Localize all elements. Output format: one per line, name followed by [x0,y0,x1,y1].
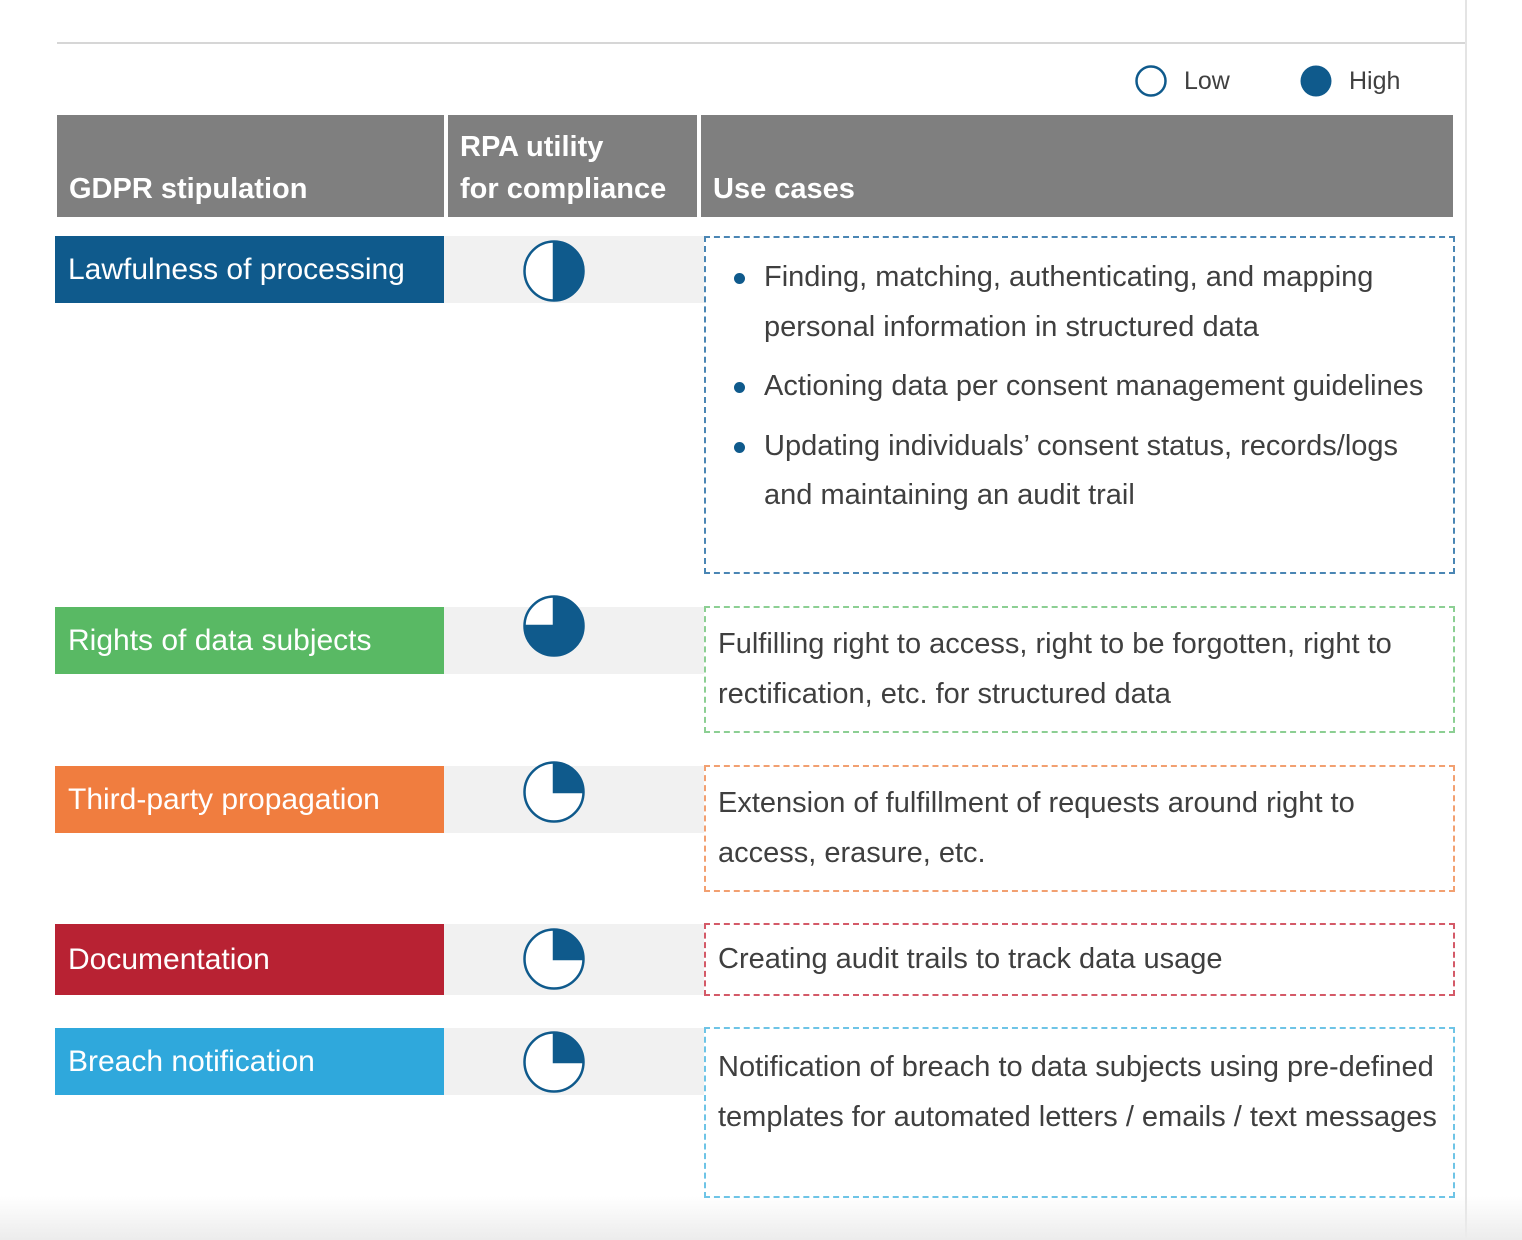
use-case-text: Creating audit trails to track data usage [718,943,1223,975]
row-label-documentation: Documentation [55,924,444,995]
header-col3-label: Use cases [713,173,855,205]
use-cases-box-documentation [704,923,1455,996]
low-circle-icon [1134,64,1168,98]
use-cases-box-rights [704,606,1455,733]
row-label-lawfulness: Lawfulness of processing [55,236,444,303]
use-case-item: Finding, matching, authenticating, and mapping personal information in structured data [718,253,1441,352]
use-case-item: Actioning data per consent management guidelines [718,362,1441,412]
use-cases-box-third-party [704,765,1455,892]
utility-pie-icon [522,594,586,658]
header-col1-label: GDPR stipulation [69,173,308,205]
bullet-icon [734,442,745,453]
header-rpa-utility [448,115,697,217]
pie-fill [554,242,584,301]
bottom-shade [0,1196,1522,1240]
top-divider [57,42,1467,44]
legend-high [1299,64,1400,98]
bullet-icon [734,273,745,284]
use-cases-box-lawfulness [704,236,1455,574]
row-label-breach: Breach notification [55,1028,444,1095]
row-label-third-party: Third-party propagation [55,766,444,833]
right-divider [1465,0,1467,1240]
row-label-rights: Rights of data subjects [55,607,444,674]
legend-high-label: High [1349,66,1401,95]
use-case-text: Extension of fulfillment of requests around right to access, erasure, etc. [718,787,1355,869]
high-circle-icon [1299,64,1333,98]
bullet-icon [734,382,745,393]
header-gdpr-stipulation [57,115,444,217]
legend-low [1134,64,1230,98]
use-case-item: Updating individuals’ consent status, records/logs and maintaining an audit trail [718,422,1441,521]
utility-pie-icon [522,239,586,303]
header-use-cases [701,115,1453,217]
legend-low-label: Low [1184,66,1230,95]
utility-pie-icon [522,927,586,991]
use-cases-box-breach [704,1027,1455,1198]
use-case-text: Fulfilling right to access, right to be forgotten, right to rectification, etc. for structured data [718,628,1392,710]
use-case-text: Notification of breach to data subjects using pre-defined templates for automated letters / emails / text messages [718,1051,1437,1133]
header-col2-line1: RPA utility [460,131,604,163]
header-col2-line2: for compliance [460,173,667,205]
utility-pie-icon [522,1030,586,1094]
utility-pie-icon [522,760,586,824]
